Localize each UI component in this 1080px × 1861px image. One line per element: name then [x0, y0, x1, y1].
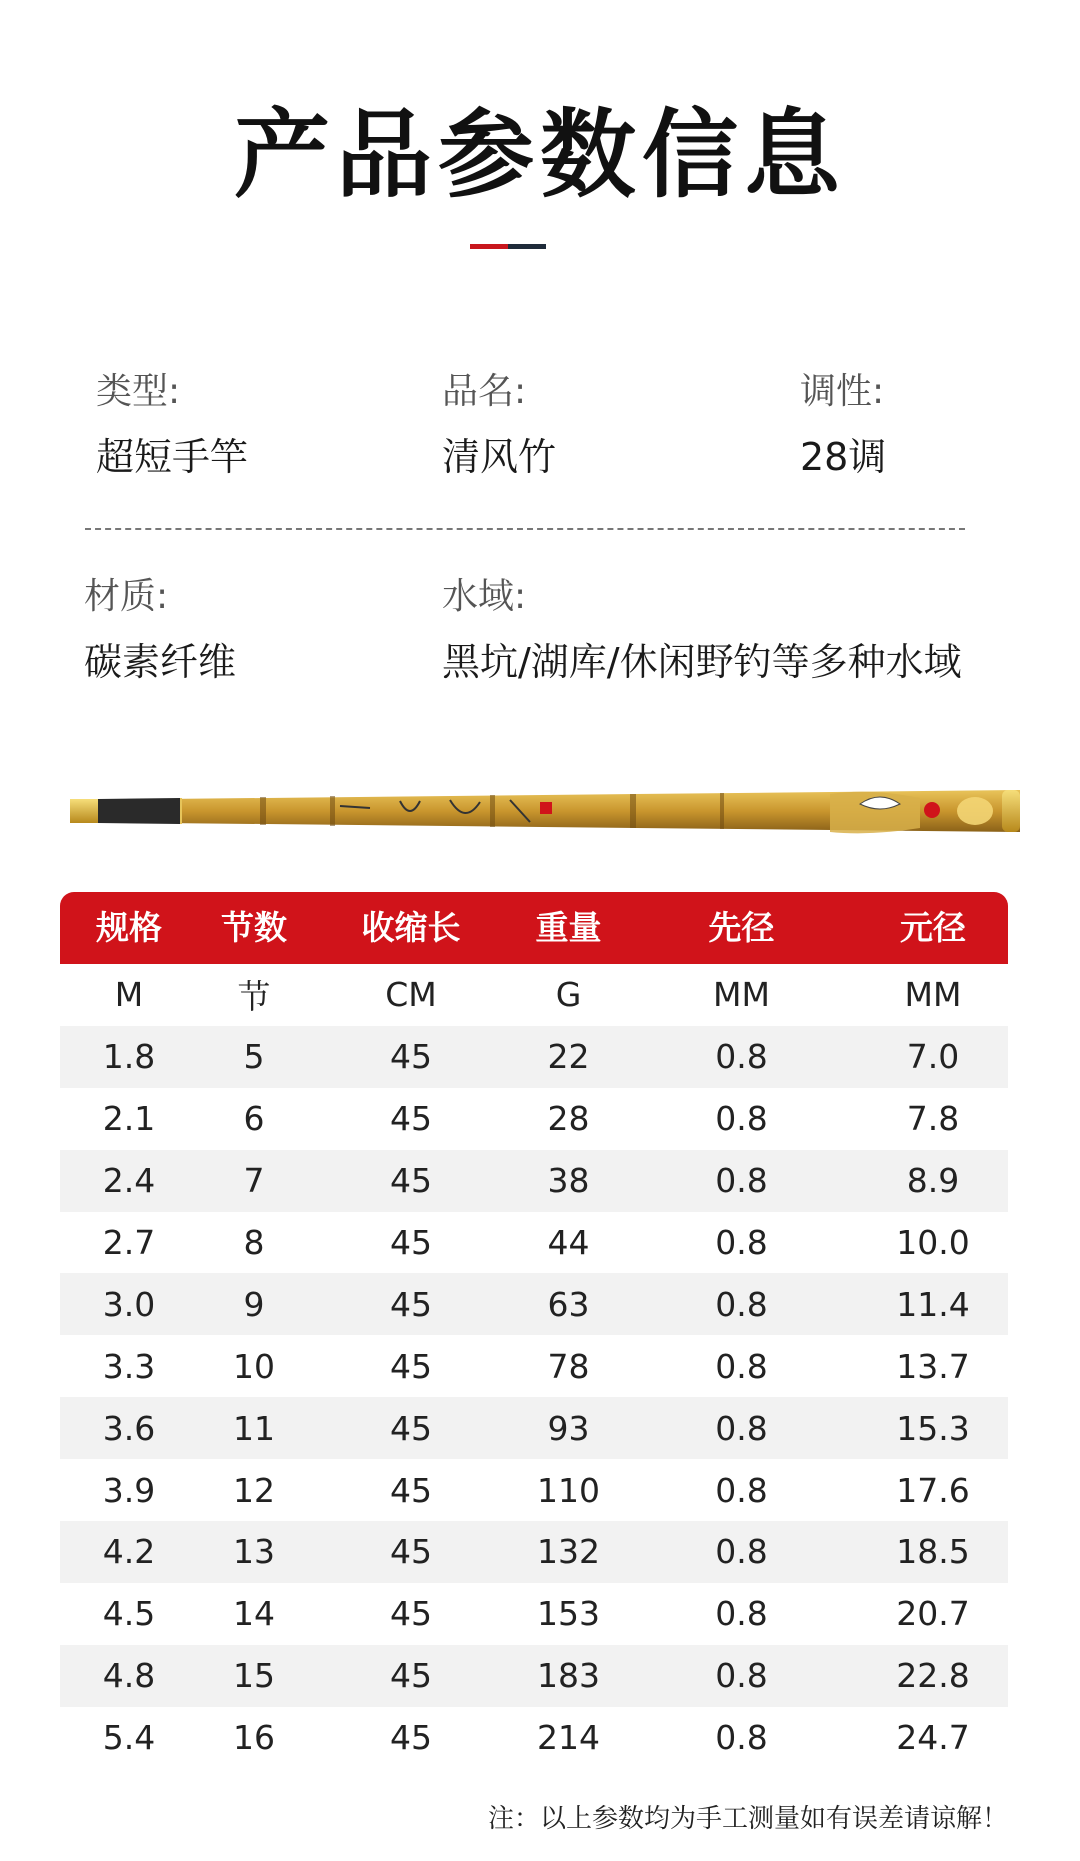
- title-underline-dark: [508, 244, 546, 249]
- table-cell: 5: [243, 1037, 265, 1077]
- table-header-cell: 节数: [221, 908, 287, 947]
- table-cell: 22: [547, 1037, 590, 1077]
- spec-action-label: 调性:: [800, 371, 885, 412]
- table-cell: 78: [547, 1346, 590, 1386]
- table-cell: 45: [390, 1346, 432, 1386]
- table-cell: 38: [547, 1161, 590, 1201]
- spec-name-label: 品名:: [442, 371, 527, 412]
- table-cell: 0.8: [715, 1284, 768, 1324]
- table-row: [60, 1212, 1008, 1274]
- table-cell: 10: [233, 1346, 275, 1386]
- spec-type: [96, 370, 248, 480]
- table-row: [60, 1088, 1008, 1150]
- table-cell: 7.8: [906, 1099, 960, 1139]
- table-cell: 8.9: [906, 1161, 960, 1201]
- table-unit-cell: 节: [237, 977, 271, 1017]
- title-underline: [470, 244, 546, 249]
- table-cell: 63: [547, 1284, 590, 1324]
- table-cell: 110: [537, 1470, 600, 1510]
- rod-butt-cap: [1002, 790, 1020, 832]
- table-cell: 11: [233, 1408, 275, 1448]
- table-cell: 9: [243, 1284, 265, 1324]
- spec-type-value: 超短手竿: [96, 435, 249, 479]
- footnote: 注：以上参数均为手工测量如有误差请谅解！: [487, 1804, 1008, 1834]
- spec-water-value: 黑坑/湖库/休闲野钓等多种水域: [442, 640, 962, 684]
- table-cell: 0.8: [715, 1223, 768, 1262]
- table-cell: 0.8: [715, 1037, 768, 1077]
- table-cell: 3.0: [102, 1284, 156, 1324]
- table-cell: 18.5: [896, 1532, 970, 1572]
- table-cell: 0.8: [715, 1346, 768, 1386]
- page-title: 产品参数信息: [234, 99, 846, 211]
- table-cell: 7: [243, 1161, 265, 1201]
- table-cell: 6: [243, 1099, 265, 1139]
- table-header-cell: 重量: [535, 908, 602, 947]
- spec-water-label: 水域:: [442, 576, 527, 617]
- spec-material: [84, 575, 236, 685]
- table-cell: 8: [243, 1223, 265, 1262]
- spec-name-value: 清风竹: [442, 435, 557, 479]
- spec-action: [800, 370, 886, 480]
- table-cell: 214: [537, 1718, 600, 1758]
- table-cell: 0.8: [715, 1656, 768, 1696]
- table-unit-cell: MM: [713, 975, 770, 1015]
- table-cell: 45: [390, 1099, 432, 1139]
- table-cell: 4.8: [102, 1656, 156, 1696]
- table-cell: 15: [233, 1656, 275, 1696]
- table-cell: 45: [390, 1594, 432, 1634]
- spec-name: [442, 370, 556, 480]
- table-row: [60, 1150, 1008, 1212]
- table-row: [60, 1335, 1008, 1397]
- table-cell: 2.1: [102, 1099, 156, 1139]
- table-cell: 0.8: [715, 1408, 768, 1448]
- table-row: [60, 1397, 1008, 1459]
- table-unit-cell: G: [555, 975, 582, 1015]
- table-row: [60, 1026, 1008, 1088]
- table-cell: 11.4: [896, 1284, 970, 1324]
- table-cell: 1.8: [102, 1037, 156, 1077]
- spec-table-header: [60, 892, 1008, 964]
- table-cell: 12: [233, 1470, 275, 1510]
- spec-table: [60, 964, 1008, 1769]
- table-cell: 28: [547, 1099, 590, 1139]
- table-cell: 45: [390, 1718, 432, 1758]
- fishing-rod-image: [70, 786, 1020, 836]
- table-header-cell: 元径: [900, 908, 966, 947]
- table-unit-cell: MM: [904, 975, 962, 1015]
- table-row: [60, 1583, 1008, 1645]
- table-cell: 22.8: [896, 1656, 970, 1696]
- table-cell: 0.8: [715, 1099, 768, 1139]
- table-cell: 183: [537, 1656, 600, 1696]
- table-cell: 0.8: [715, 1532, 768, 1572]
- table-row: [60, 1707, 1008, 1769]
- table-cell: 16: [233, 1718, 275, 1758]
- table-cell: 153: [537, 1594, 600, 1634]
- table-cell: 132: [537, 1532, 600, 1572]
- table-cell: 4.2: [102, 1532, 156, 1572]
- table-cell: 45: [390, 1037, 432, 1077]
- table-cell: 0.8: [715, 1161, 768, 1201]
- table-header-cell: 先径: [708, 908, 775, 947]
- table-cell: 3.9: [102, 1470, 156, 1510]
- table-cell: 24.7: [896, 1718, 970, 1758]
- table-cell: 0.8: [715, 1718, 768, 1758]
- table-cell: 5.4: [102, 1718, 156, 1758]
- table-row: [60, 1273, 1008, 1335]
- spec-divider: [85, 528, 965, 530]
- table-cell: 3.3: [102, 1346, 156, 1386]
- table-cell: 2.7: [102, 1223, 156, 1262]
- table-cell: 2.4: [102, 1161, 156, 1201]
- table-cell: 45: [390, 1408, 432, 1448]
- table-cell: 7.0: [906, 1037, 960, 1077]
- table-cell: 44: [547, 1223, 590, 1262]
- table-cell: 93: [547, 1408, 590, 1448]
- table-cell: 13.7: [896, 1346, 970, 1386]
- rod-tip-cap: [70, 799, 98, 823]
- spec-material-label: 材质:: [84, 576, 169, 617]
- table-cell: 10.0: [896, 1223, 970, 1262]
- table-cell: 45: [390, 1470, 432, 1510]
- title-underline-red: [470, 244, 508, 249]
- table-header-cell: 规格: [96, 908, 162, 947]
- spec-material-value: 碳素纤维: [84, 640, 237, 684]
- table-unit-cell: CM: [385, 975, 437, 1015]
- table-unit-cell: M: [114, 975, 144, 1015]
- table-cell: 13: [233, 1532, 275, 1572]
- table-cell: 4.5: [102, 1594, 156, 1634]
- table-cell: 3.6: [102, 1408, 156, 1448]
- table-cell: 45: [390, 1532, 432, 1572]
- table-units-row: [60, 964, 1008, 1026]
- spec-type-label: 类型:: [96, 371, 181, 412]
- spec-water: [442, 575, 962, 685]
- table-cell: 17.6: [896, 1470, 970, 1510]
- table-cell: 45: [390, 1284, 432, 1324]
- table-cell: 45: [390, 1656, 432, 1696]
- rod-seal-mark: [540, 802, 552, 814]
- table-cell: 14: [233, 1594, 275, 1634]
- table-row: [60, 1521, 1008, 1583]
- table-cell: 20.7: [896, 1594, 970, 1634]
- table-cell: 0.8: [715, 1594, 768, 1634]
- table-row: [60, 1645, 1008, 1707]
- table-cell: 45: [390, 1161, 432, 1201]
- rod-carbon-grip: [98, 798, 180, 824]
- table-cell: 15.3: [896, 1408, 970, 1448]
- table-row: [60, 1459, 1008, 1521]
- table-cell: 45: [390, 1223, 432, 1262]
- spec-action-value: 28调: [800, 435, 887, 479]
- table-cell: 0.8: [715, 1470, 768, 1510]
- table-header-cell: 收缩长: [361, 908, 461, 947]
